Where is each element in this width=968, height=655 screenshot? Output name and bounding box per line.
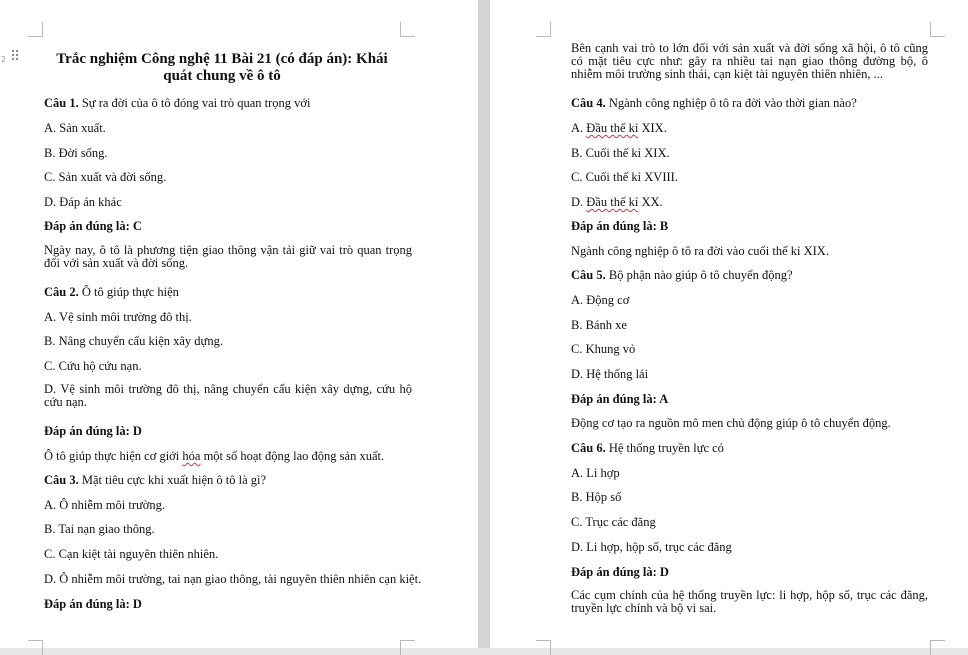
correct-answer[interactable]: Đáp án đúng là: D: [44, 424, 142, 438]
answer-option[interactable]: C. Cạn kiệt tài nguyên thiên nhiên.: [44, 547, 219, 561]
answer-option[interactable]: A. Sản xuất.: [44, 121, 106, 135]
correct-answer[interactable]: Đáp án đúng là: D: [44, 597, 142, 611]
answer-option[interactable]: B. Cuối thế kỉ XIX.: [571, 146, 670, 160]
answer-option[interactable]: D. Đầu thế kỉ XX.: [571, 195, 663, 209]
answer-option[interactable]: C. Trục các đăng: [571, 515, 656, 529]
answer-option[interactable]: D. Vệ sinh môi trường đô thị, nâng chuyển cấu kiện xây dựng, cứu hộ cứu nạn.: [44, 382, 412, 409]
explanation[interactable]: Bên cạnh vai trò to lớn đối với sản xuất và đời sống xã hội, ô tô cũng có mặt tiêu cực như: gây ra nhiều tai nạn giao thông đường bộ, ô nhiễm môi trường sinh thái, cạn kiệt tài nguyên thiên nhiên, ...: [571, 41, 928, 81]
answer-option[interactable]: D. Li hợp, hộp số, trục các đăng: [571, 540, 732, 554]
page-corner-mark: [28, 22, 43, 37]
answer-option[interactable]: B. Đời sống.: [44, 146, 108, 160]
explanation[interactable]: Động cơ tạo ra nguồn mô men chủ động giúp ô tô chuyển động.: [571, 416, 891, 430]
document-page-left[interactable]: [0, 0, 478, 648]
answer-option[interactable]: D. Ô nhiễm môi trường, tai nạn giao thông, tài nguyên thiên nhiên cạn kiệt.: [44, 572, 422, 586]
answer-option[interactable]: B. Hộp số: [571, 490, 622, 504]
answer-option[interactable]: B. Bánh xe: [571, 318, 627, 332]
answer-option[interactable]: A. Ô nhiễm môi trường.: [44, 498, 166, 512]
question-line[interactable]: Câu 6. Hệ thống truyền lực có: [571, 441, 724, 455]
correct-answer[interactable]: Đáp án đúng là: B: [571, 219, 669, 233]
spellcheck-underline: Đầu thế kỉ: [586, 195, 639, 209]
question-line[interactable]: Câu 4. Ngành công nghiệp ô tô ra đời vào thời gian nào?: [571, 96, 857, 110]
answer-option[interactable]: A. Đầu thế kỉ XIX.: [571, 121, 667, 135]
page-corner-mark: [536, 22, 551, 37]
page-corner-mark: [930, 22, 945, 37]
question-line[interactable]: Câu 2. Ô tô giúp thực hiện: [44, 285, 179, 299]
answer-option[interactable]: C. Sản xuất và đời sống.: [44, 170, 167, 184]
answer-option[interactable]: A. Vệ sinh môi trường đô thị.: [44, 310, 192, 324]
answer-option[interactable]: B. Nâng chuyển cấu kiện xây dựng.: [44, 334, 223, 348]
answer-option[interactable]: A. Động cơ: [571, 293, 630, 307]
line-number: 2: [1, 55, 7, 64]
explanation[interactable]: Ngày nay, ô tô là phương tiện giao thông vận tải giữ vai trò quan trọng đối với sản xuất và đời sống.: [44, 243, 412, 270]
page-gutter: [478, 0, 490, 648]
correct-answer[interactable]: Đáp án đúng là: A: [571, 392, 669, 406]
question-line[interactable]: Câu 1. Sự ra đời của ô tô đóng vai trò quan trọng với: [44, 96, 311, 110]
answer-option[interactable]: A. Li hợp: [571, 466, 620, 480]
correct-answer[interactable]: Đáp án đúng là: C: [44, 219, 142, 233]
answer-option[interactable]: D. Hệ thống lái: [571, 367, 649, 381]
drag-handle-icon[interactable]: ⠿: [10, 49, 20, 65]
answer-option[interactable]: D. Đáp án khác: [44, 195, 122, 209]
explanation[interactable]: Ngành công nghiệp ô tô ra đời vào cuối thế kỉ XIX.: [571, 244, 829, 258]
explanation[interactable]: Các cụm chính của hệ thống truyền lực: li hợp, hộp số, trục các đăng, truyền lực chính và bộ vi sai.: [571, 588, 928, 615]
answer-option[interactable]: C. Khung vỏ: [571, 342, 636, 356]
spellcheck-underline: Đầu thế kỉ: [586, 121, 639, 135]
question-line[interactable]: Câu 3. Mặt tiêu cực khi xuất hiện ô tô là gì?: [44, 473, 267, 487]
answer-option[interactable]: B. Tai nạn giao thông.: [44, 522, 155, 536]
answer-option[interactable]: C. Cuối thế kỉ XVIII.: [571, 170, 678, 184]
document-page-right[interactable]: [490, 0, 968, 648]
answer-option[interactable]: C. Cứu hộ cứu nạn.: [44, 359, 142, 373]
explanation[interactable]: Ô tô giúp thực hiện cơ giới hóa một số hoạt động lao động sản xuất.: [44, 449, 385, 463]
page-corner-mark: [400, 22, 415, 37]
spellcheck-underline: hóa: [182, 449, 201, 463]
correct-answer[interactable]: Đáp án đúng là: D: [571, 565, 669, 579]
question-line[interactable]: Câu 5. Bộ phận nào giúp ô tô chuyển động?: [571, 268, 793, 282]
document-title[interactable]: Trắc nghiệm Công nghệ 11 Bài 21 (có đáp án): Khái quát chung về ô tô: [56, 51, 388, 84]
